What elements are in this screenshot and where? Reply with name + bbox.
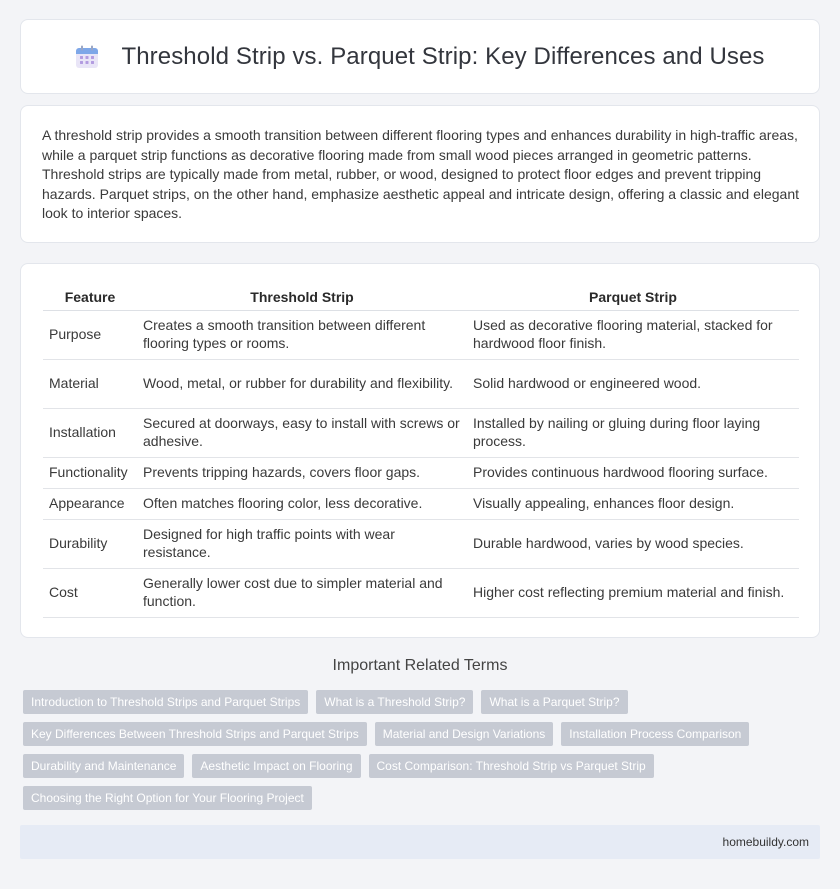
related-tag[interactable]: Choosing the Right Option for Your Flooring Project [23,786,312,810]
page-title: Threshold Strip vs. Parquet Strip: Key Differences and Uses [121,42,765,70]
parquet-cell: Provides continuous hardwood flooring surface. [467,457,799,488]
threshold-cell: Often matches flooring color, less decorative. [137,488,467,519]
parquet-cell: Durable hardwood, varies by wood species. [467,519,799,568]
feature-cell: Purpose [43,310,137,359]
feature-cell: Appearance [43,488,137,519]
calendar-icon [75,45,99,69]
related-tag[interactable]: Aesthetic Impact on Flooring [192,754,360,778]
threshold-cell: Prevents tripping hazards, covers floor gaps. [137,457,467,488]
threshold-cell: Secured at doorways, easy to install with screws or adhesive. [137,408,467,457]
related-tag[interactable]: Cost Comparison: Threshold Strip vs Parquet Strip [369,754,654,778]
header-feature: Feature [43,284,137,310]
intro-card [20,105,820,243]
table-row [43,488,799,519]
table-row [43,408,799,457]
related-tag[interactable]: What is a Parquet Strip? [481,690,627,714]
parquet-cell: Higher cost reflecting premium material and finish. [467,568,799,617]
feature-cell: Functionality [43,457,137,488]
header-threshold-strip: Threshold Strip [137,284,467,310]
feature-cell: Cost [43,568,137,617]
related-tag[interactable]: What is a Threshold Strip? [316,690,473,714]
related-tag[interactable]: Durability and Maintenance [23,754,184,778]
threshold-cell: Creates a smooth transition between different flooring types or rooms. [137,310,467,359]
feature-cell: Material [43,359,137,408]
intro-paragraph: A threshold strip provides a smooth transition between different flooring types and enhances durability in high-traffic areas, while a parquet strip functions as decorative flooring made from small wood pieces arranged in geometric patterns. Threshold strips are typically made from metal, rubber, or wood, designed to protect floor edges and prevent tripping hazards. Parquet strips, on the other hand, emphasize aesthetic appeal and intricate design, offering a classic and elegant look to interior spaces. [42,127,799,222]
related-tag[interactable]: Installation Process Comparison [561,722,749,746]
parquet-cell: Visually appealing, enhances floor design. [467,488,799,519]
threshold-cell: Generally lower cost due to simpler material and function. [137,568,467,617]
table-header-row [43,284,799,310]
related-tag[interactable]: Key Differences Between Threshold Strips and Parquet Strips [23,722,367,746]
threshold-cell: Designed for high traffic points with wear resistance. [137,519,467,568]
title-card [20,19,820,94]
feature-cell: Installation [43,408,137,457]
related-tag[interactable]: Introduction to Threshold Strips and Parquet Strips [23,690,308,714]
related-tag[interactable]: Material and Design Variations [375,722,554,746]
table-row [43,310,799,359]
related-terms-tags [23,690,823,818]
footer-site[interactable]: homebuildy.com [722,835,809,849]
table-row [43,568,799,617]
threshold-cell: Wood, metal, or rubber for durability and flexibility. [137,359,467,408]
header-parquet-strip: Parquet Strip [467,284,799,310]
parquet-cell: Used as decorative flooring material, stacked for hardwood floor finish. [467,310,799,359]
parquet-cell: Solid hardwood or engineered wood. [467,359,799,408]
comparison-table-card [20,263,820,638]
feature-cell: Durability [43,519,137,568]
table-row [43,457,799,488]
footer [20,825,820,859]
parquet-cell: Installed by nailing or gluing during floor laying process. [467,408,799,457]
related-terms-heading: Important Related Terms [332,657,508,674]
table-row [43,519,799,568]
comparison-table [43,284,799,618]
table-row [43,359,799,408]
